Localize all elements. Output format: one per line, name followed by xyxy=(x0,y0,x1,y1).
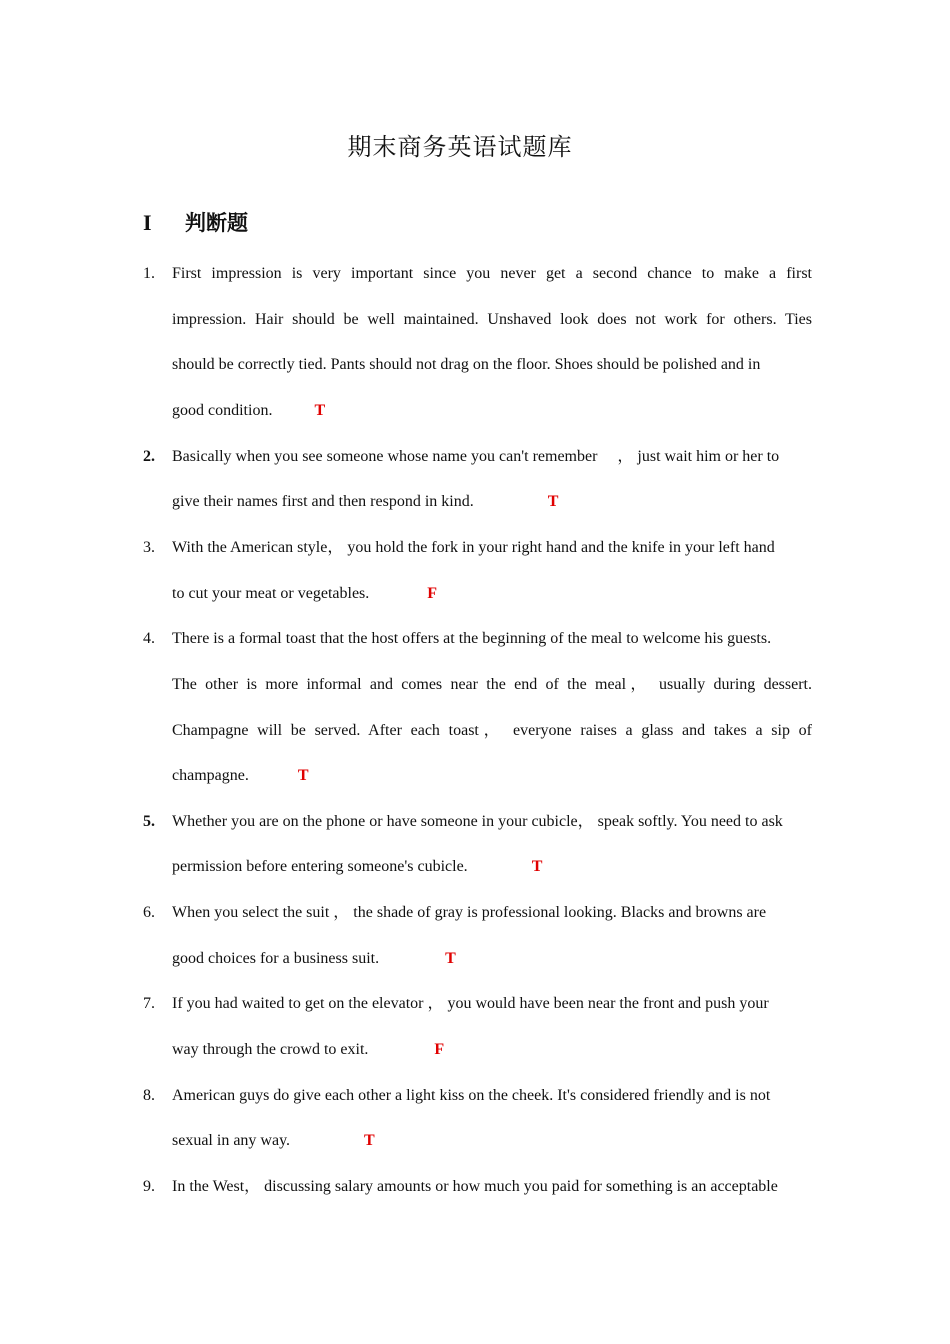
answer-mark: F xyxy=(434,1041,445,1058)
question-number: 5. xyxy=(143,813,155,830)
question-line: The other is more informal and comes near the end of the meal， usually during dessert. xyxy=(172,676,812,693)
question-text: champagne. xyxy=(172,767,249,784)
question-number: 8. xyxy=(143,1087,155,1104)
page-title: 期末商务英语试题库 xyxy=(347,133,573,161)
question-line-last xyxy=(172,401,812,421)
question-line: With the American style， you hold the fork in your right hand and the knife in your left hand xyxy=(172,539,775,556)
answer-mark: T xyxy=(364,1132,375,1149)
question-line: Whether you are on the phone or have someone in your cubicle， speak softly. You need to ask xyxy=(172,813,783,830)
question-line: When you select the suit ， the shade of gray is professional looking. Blacks and browns are xyxy=(172,904,767,921)
question-line-last xyxy=(172,857,812,877)
question-number: 2. xyxy=(143,448,155,465)
question-line-last xyxy=(172,949,812,969)
question-line: In the West， discussing salary amounts or how much you paid for something is an acceptable xyxy=(172,1178,778,1195)
question-text: permission before entering someone's cubicle. xyxy=(172,858,468,875)
question-line: American guys do give each other a light kiss on the cheek. It's considered friendly and is not xyxy=(172,1087,771,1104)
question-line-last xyxy=(172,766,812,786)
question-line: If you had waited to get on the elevator ， you would have been near the front and push your xyxy=(172,995,769,1012)
section-label: 判断题 xyxy=(185,211,248,235)
question-line: There is a formal toast that the host offers at the beginning of the meal to welcome his guests. xyxy=(172,630,772,647)
question-number: 1. xyxy=(143,265,155,282)
answer-mark: T xyxy=(445,950,456,967)
answer-mark: F xyxy=(427,585,438,602)
answer-mark: T xyxy=(531,858,543,875)
answer-mark: T xyxy=(314,402,326,419)
question-text: good choices for a business suit. xyxy=(172,950,380,967)
section-heading xyxy=(143,207,248,237)
question-line: should be correctly tied. Pants should not drag on the floor. Shoes should be polished and in xyxy=(172,356,761,373)
question-text: to cut your meat or vegetables. xyxy=(172,585,370,602)
question-line-last xyxy=(172,492,812,512)
section-numeral: I xyxy=(143,210,152,235)
question-line: First impression is very important since you never get a second chance to make a first xyxy=(172,265,812,282)
question-line-last xyxy=(172,1040,812,1060)
question-line-last xyxy=(172,584,812,604)
question-text: way through the crowd to exit. xyxy=(172,1041,369,1058)
question-text: good condition. xyxy=(172,402,273,419)
question-line: impression. Hair should be well maintained. Unshaved look does not work for others. Ties xyxy=(172,311,812,328)
question-number: 3. xyxy=(143,539,155,556)
question-line-last xyxy=(172,1131,812,1151)
question-line: Basically when you see someone whose name you can't remember ， just wait him or her to xyxy=(172,448,780,465)
question-number: 7. xyxy=(143,995,155,1012)
answer-mark: T xyxy=(297,767,309,784)
question-text: give their names first and then respond in kind. xyxy=(172,493,474,510)
answer-mark: T xyxy=(547,493,559,510)
question-number: 4. xyxy=(143,630,155,647)
question-number: 9. xyxy=(143,1178,155,1195)
question-line: Champagne will be served. After each toast， everyone raises a glass and takes a sip of xyxy=(172,722,812,739)
question-text: sexual in any way. xyxy=(172,1132,291,1149)
question-number: 6. xyxy=(143,904,155,921)
